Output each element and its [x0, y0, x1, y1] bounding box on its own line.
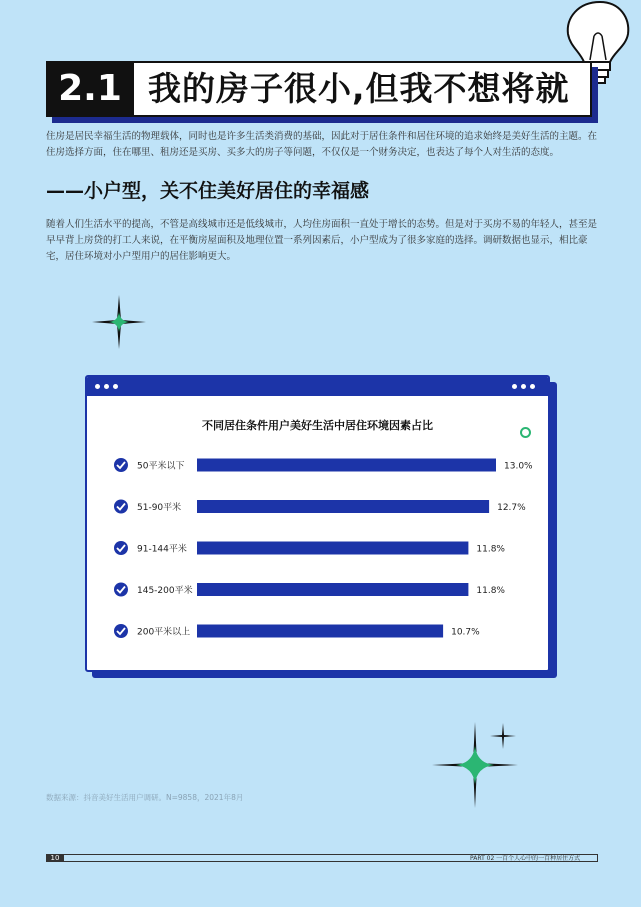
value-label: 12.7% — [497, 503, 526, 513]
bar — [197, 500, 489, 513]
value-label: 11.8% — [476, 544, 505, 555]
chart-window — [85, 375, 550, 672]
category-label: 51-90平米 — [137, 503, 182, 513]
intro-paragraph: 住房是居民幸福生活的物理载体，同时也是许多生活类消费的基础，因此对于居住条件和居住环境的追求始终是美好生活的主题。在住房选择方面，住在哪里、租房还是买房、买多大的房子等问题，不仅仅是一个财务决定，也表达了每个人对生活的态度。 — [46, 131, 598, 158]
check-circle-icon — [114, 500, 128, 514]
page-title: 我的房子很小,但我不想将就 — [148, 69, 570, 108]
category-label: 200平米以上 — [137, 627, 191, 638]
footer-part-text: PART 02 一百个人心中的一百种居住方式 — [470, 855, 581, 862]
check-circle-icon — [114, 541, 128, 555]
sparkle-small-icon — [490, 723, 516, 749]
value-label: 10.7% — [451, 627, 480, 638]
check-circle-icon — [114, 583, 128, 597]
category-label: 50平米以下 — [137, 461, 185, 472]
bar — [197, 625, 443, 638]
bar-chart — [87, 377, 548, 670]
data-source: 数据来源：抖音美好生活用户调研。N=9858，2021年8月 — [46, 793, 244, 802]
body-paragraph: 随着人们生活水平的提高，不管是高线城市还是低线城市，人均住房面积一直处于增长的态势。但是对于买房不易的年轻人，甚至是早早背上房贷的打工人来说，在平衡房屋面积及地理位置一系列因素后，小户型成为了很多家庭的选择。调研数据也显示，相比豪宅，居住环境对小户型用户的居住影响更大。 — [46, 219, 598, 262]
value-label: 13.0% — [504, 461, 533, 472]
check-circle-icon — [114, 624, 128, 638]
section-number: 2.1 — [46, 61, 134, 117]
bar — [197, 459, 496, 472]
sparkle-icon — [92, 295, 146, 349]
page-number: 10 — [46, 854, 64, 862]
bar — [197, 583, 468, 596]
subheading: ——小户型，关不住美好居住的幸福感 — [46, 180, 370, 202]
value-label: 11.8% — [476, 586, 505, 596]
category-label: 91-144平米 — [137, 544, 187, 555]
chart-title: 不同居住条件用户美好生活中居住环境因素占比 — [202, 419, 433, 432]
check-circle-icon — [114, 458, 128, 472]
category-label: 145-200平米 — [137, 586, 193, 596]
bar — [197, 542, 468, 555]
